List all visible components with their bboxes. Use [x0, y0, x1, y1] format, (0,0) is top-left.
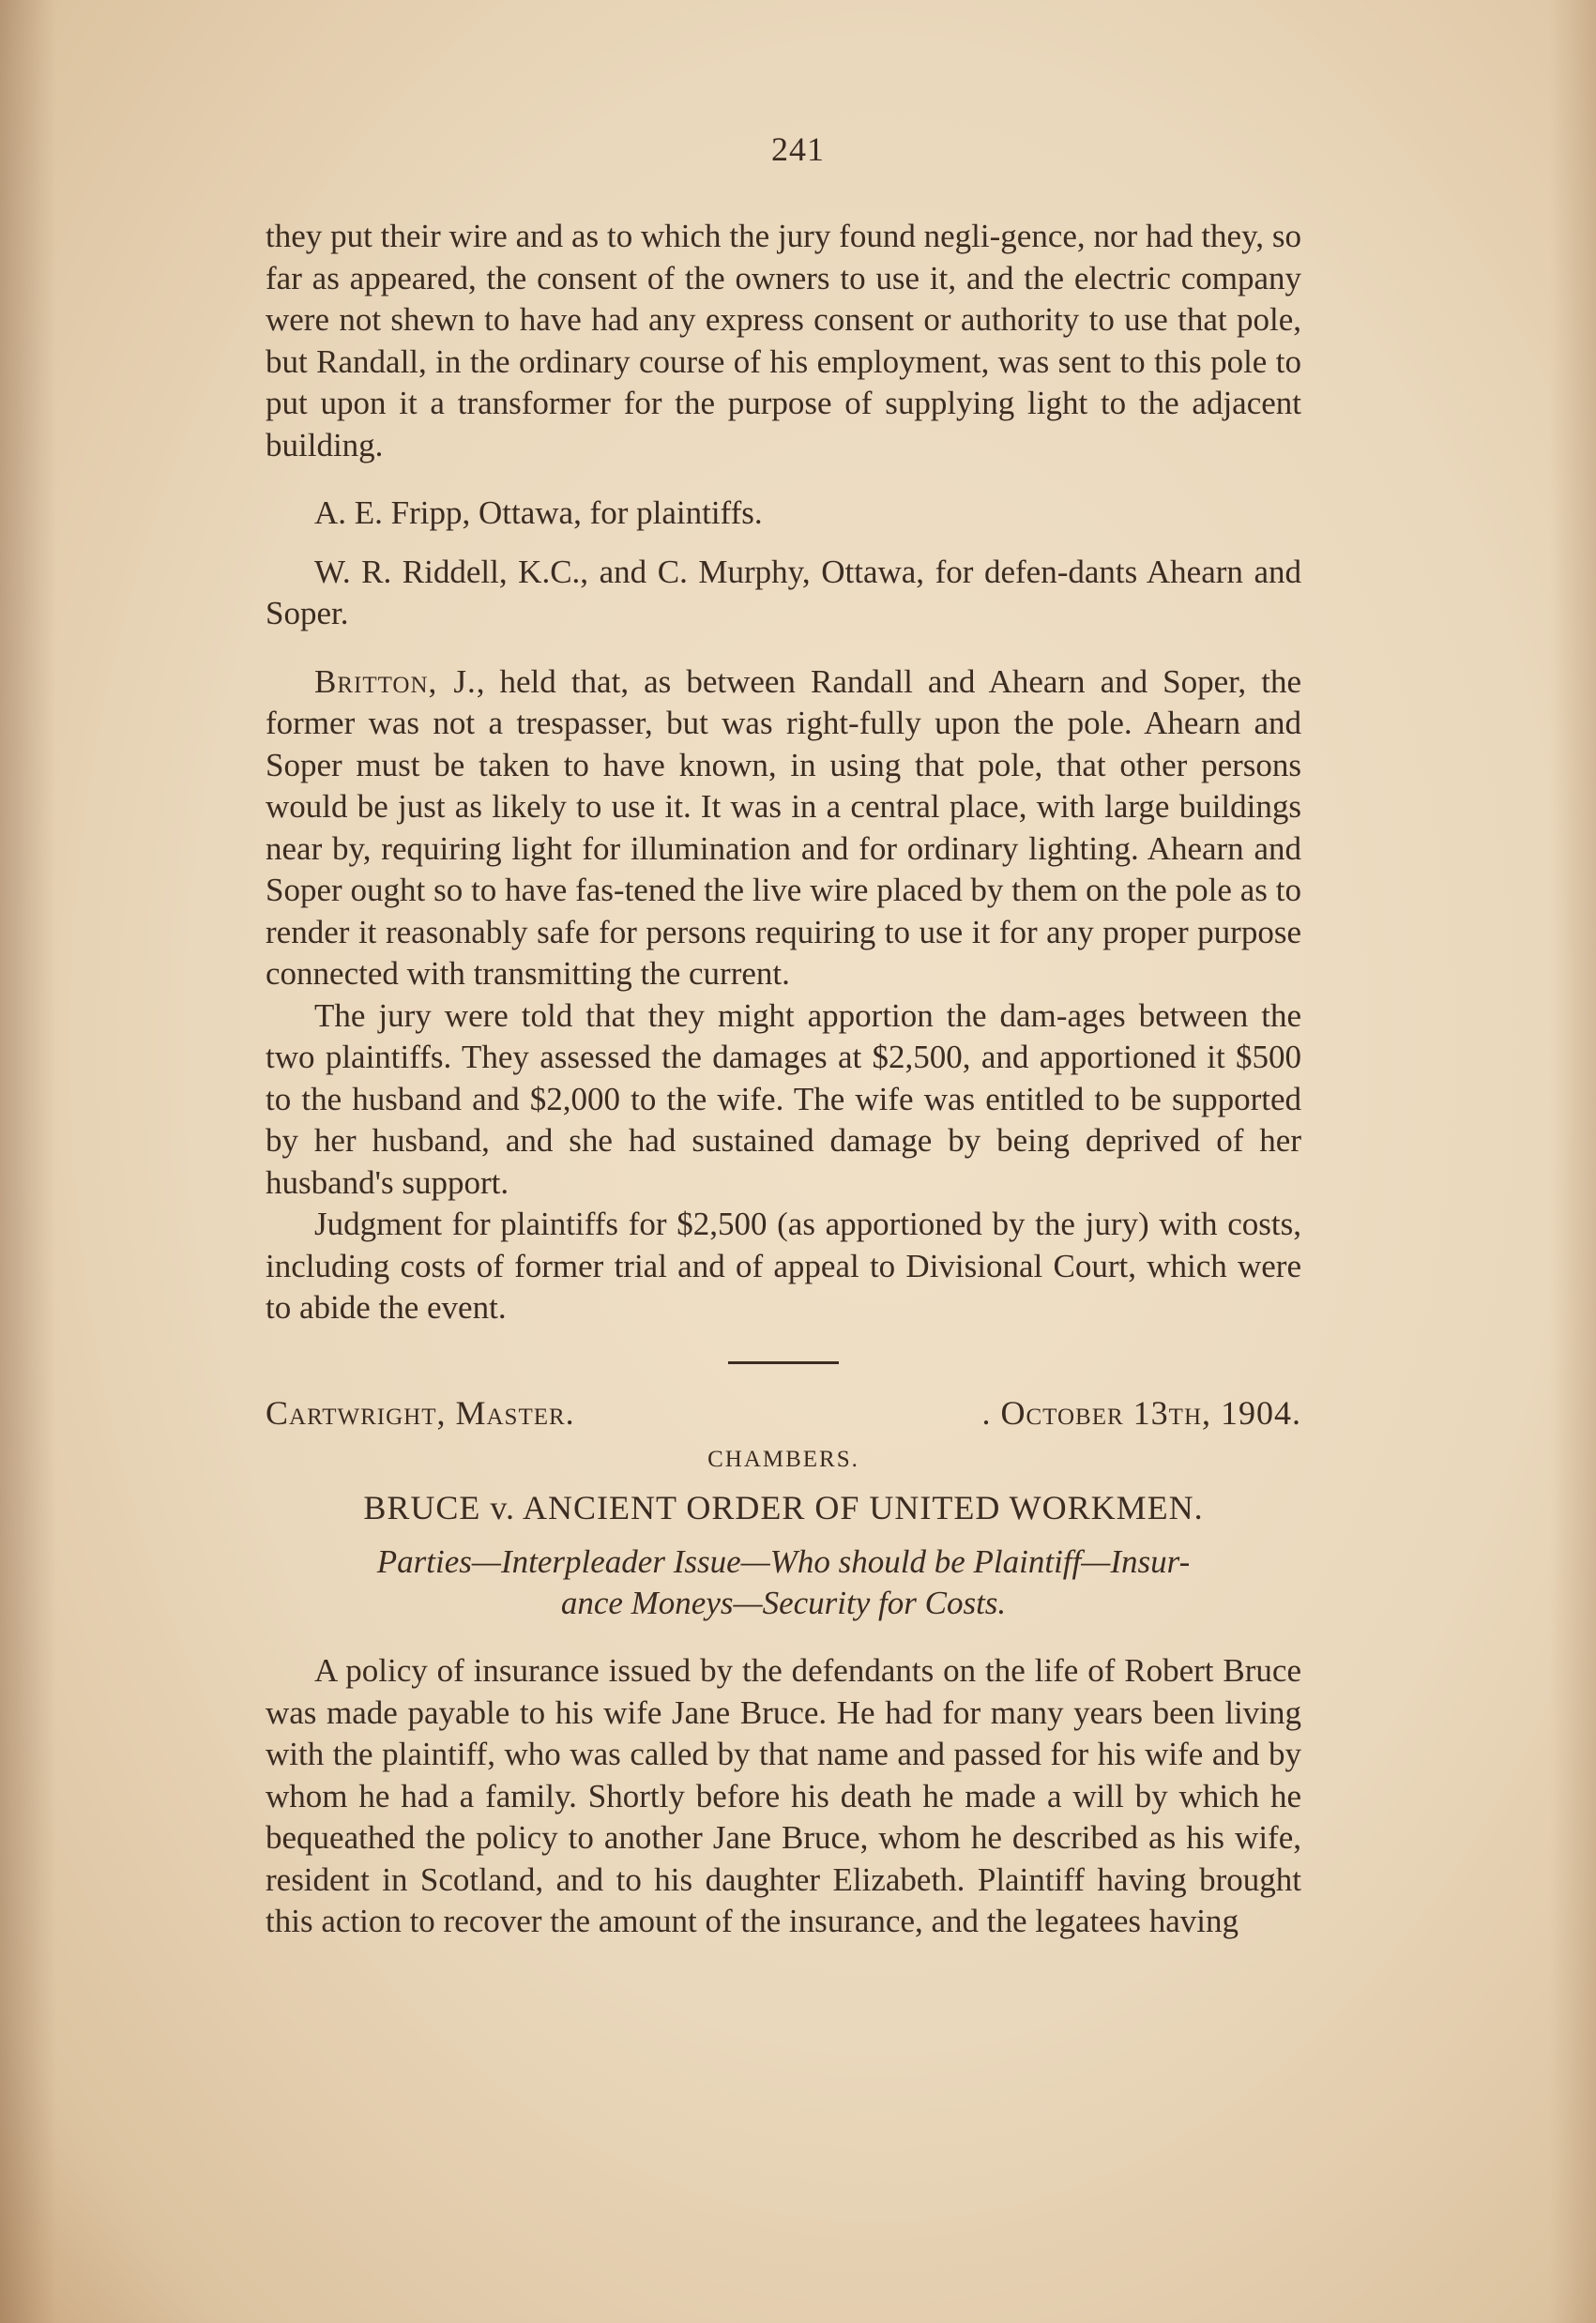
headnote-line-2: ance Moneys—Security for Costs. [560, 1585, 1007, 1621]
section-divider [728, 1361, 839, 1364]
case-title: BRUCE v. ANCIENT ORDER OF UNITED WORKMEN. [363, 1488, 1204, 1526]
headnote [266, 1541, 1301, 1624]
judgment-paragraph-1-text: , held that, as between Randall and Ahearn and Soper, the former was not a trespasser, but was right-fully upon the pole. Ahearn and Soper must be taken to have known, in using that pole, that other persons would be just as likely to use it. It was in a central place, with large buildings near by, requiring light for illumination and for ordinary lighting. Ahearn and Soper ought so to have fas-tened the live wire placed by them on the pole as to render it reasonably safe for persons requiring to use it for any proper purpose connected with transmitting the current. [266, 662, 1301, 992]
body-text [266, 216, 1301, 1943]
judgment-paragraph-2: The jury were told that they might apportion the dam-ages between the two plaintiffs. They assessed the damages at $2,500, and apportioned it $500 to the husband and $2,000 to the wife. The wife was entitled to be supported by her husband, and she had sustained damage by being deprived of her husband's support. [266, 996, 1301, 1201]
headnote-line-1: Parties—Interpleader Issue—Who should be Plaintiff—Insur- [376, 1543, 1191, 1580]
judgment-paragraph-1 [266, 661, 1301, 995]
judgment-paragraph-3: Judgment for plaintiffs for $2,500 (as apportioned by the jury) with costs, including costs of former trial and of appeal to Divisional Court, which were to abide the event. [266, 1206, 1301, 1326]
intro-paragraph: they put their wire and as to which the jury found negli-gence, nor had they, so far as appeared, the consent of the owners to use it, and the electric company were not shewn to have had any express consent or authority to use that pole, but Randall, in the ordinary course of his employment, was sent to this pole to put upon it a transformer for the purpose of supplying light to the adjacent building. [266, 218, 1301, 463]
dateline-date: . October 13th, 1904. [981, 1393, 1301, 1432]
dateline-court: Cartwright, Master. [266, 1393, 575, 1432]
counsel-plaintiffs: A. E. Fripp, Ottawa, for plaintiffs. [314, 494, 763, 531]
counsel-defendants: W. R. Riddell, K.C., and C. Murphy, Ottawa, for defen-dants Ahearn and Soper. [266, 553, 1301, 631]
page-number: 241 [771, 130, 825, 168]
page-edge-shadow-right [1549, 0, 1596, 2323]
final-paragraph: A policy of insurance issued by the defendants on the life of Robert Bruce was made payable to his wife Jane Bruce. He had for many years been living with the plaintiff, who was called by that name and passed for his wife and by whom he had a family. Shortly before his death he made a will by which he bequeathed the policy to another Jane Bruce, whom he described as his wife, resident in Scotland, and to his daughter Elizabeth. Plaintiff having brought this action to recover the amount of the insurance, and the legatees having [266, 1652, 1301, 1939]
chambers-label: CHAMBERS. [707, 1447, 859, 1472]
dateline [266, 1392, 1301, 1435]
judge-name: Britton, J. [314, 662, 477, 700]
page-edge-shadow-left [0, 0, 56, 2323]
